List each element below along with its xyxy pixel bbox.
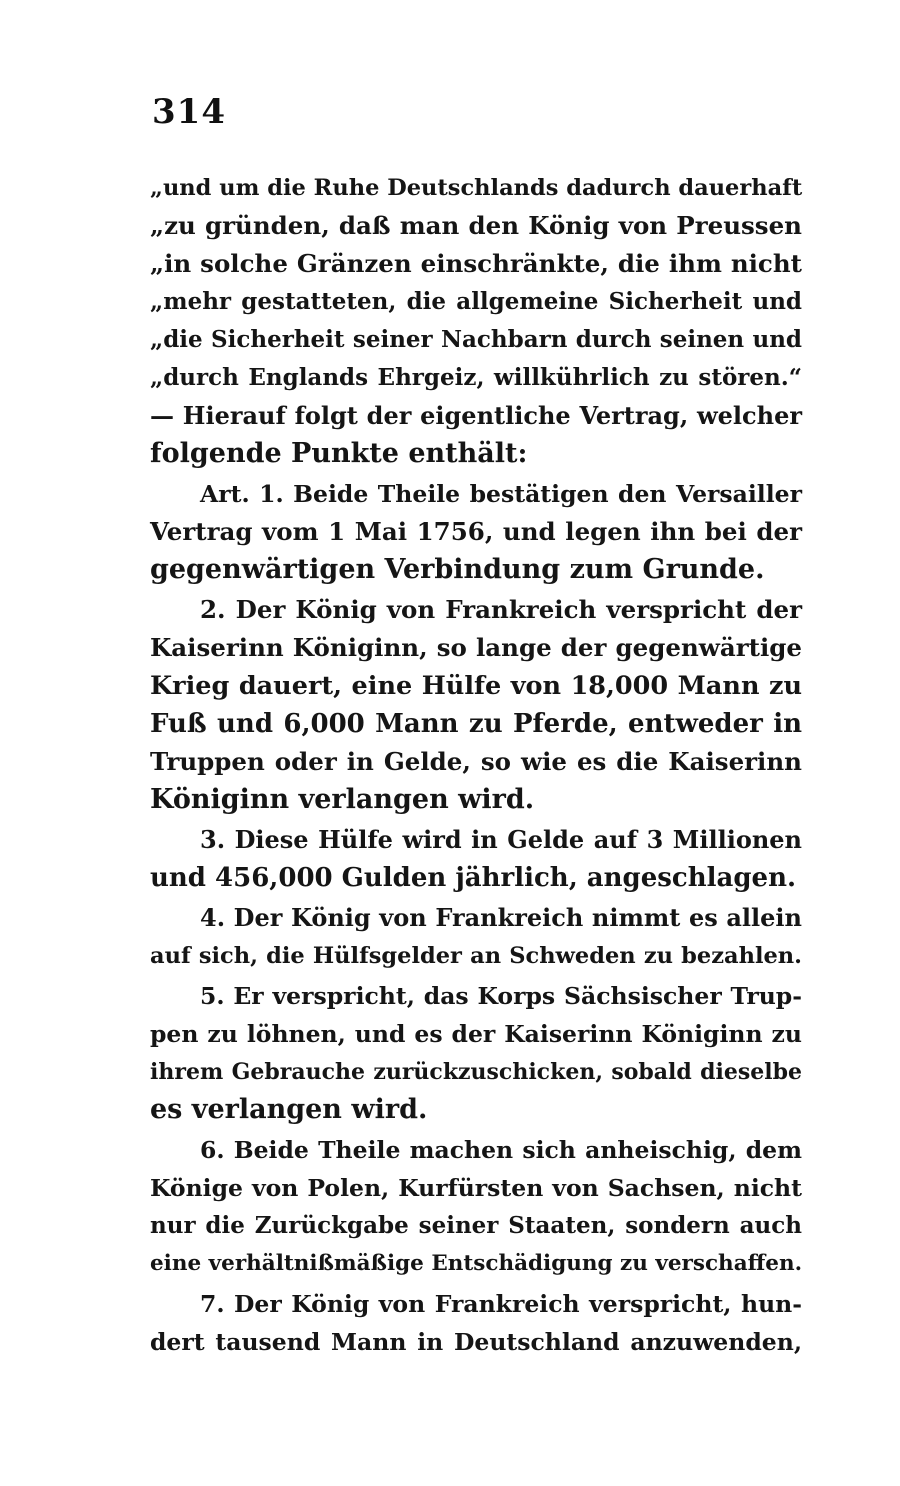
text-line: „in solche Gränzen einschränkte, die ihm nicht [150,249,802,278]
text-line: „zu gründen, daß man den König von Preussen [150,211,802,240]
article-3-line: 3. Diese Hülfe wird in Gelde auf 3 Millionen [200,825,802,854]
article-4-line: 4. Der König von Frankreich nimmt es allein [200,903,802,932]
text-line: folgende Punkte enthält: [150,438,528,469]
text-line: — Hierauf folgt der eigentliche Vertrag, welcher [150,401,802,430]
text-line: eine verhältnißmäßige Entschädigung zu verschaffen. [150,1251,803,1276]
text-line: Königinn verlangen wird. [150,784,535,815]
text-line: Kaiserinn Königinn, so lange der gegenwärtige [150,633,802,662]
text-line: Könige von Polen, Kurfürsten von Sachsen, nicht [150,1174,802,1202]
article-7-line: 7. Der König von Frankreich verspricht, hun- [200,1290,802,1318]
text-line: „mehr gestatteten, die allgemeine Sicherheit und [150,288,802,315]
text-line: gegenwärtigen Verbindung zum Grunde. [150,554,765,585]
text-line: „und um die Ruhe Deutschlands dadurch dauerhaft [150,175,803,201]
text-line: Krieg dauert, eine Hülfe von 18,000 Mann zu [150,671,802,701]
text-line: und 456,000 Gulden jährlich, angeschlagen. [150,863,797,893]
text-line: nur die Zurückgabe seiner Staaten, sondern auch [150,1212,802,1239]
text-line: ihrem Gebrauche zurückzuschicken, sobald dieselbe [150,1059,802,1085]
article-5-line: 5. Er verspricht, das Korps Sächsischer Trup- [200,982,802,1010]
text-line: es verlangen wird. [150,1094,428,1125]
text-line: dert tausend Mann in Deutschland anzuwenden, [150,1328,802,1356]
article-2-line: 2. Der König von Frankreich verspricht der [200,595,802,624]
text-line: „durch Englands Ehrgeiz, willkührlich zu stören.“ [150,364,802,391]
text-line: „die Sicherheit seiner Nachbarn durch seinen und [150,326,802,353]
article-1-line: Art. 1. Beide Theile bestätigen den Versailler [200,480,802,508]
text-line: Fuß und 6,000 Mann zu Pferde, entweder in [150,709,802,739]
text-line: Truppen oder in Gelde, so wie es die Kaiserinn [150,747,802,776]
text-line: Vertrag vom 1 Mai 1756, und legen ihn bei der [150,517,802,546]
text-line: auf sich, die Hülfsgelder an Schweden zu bezahlen. [150,943,802,969]
page-number: 314 [152,92,226,132]
text-line: pen zu löhnen, und es der Kaiserinn Königinn zu [150,1020,802,1048]
article-6-line: 6. Beide Theile machen sich anheischig, dem [200,1136,802,1164]
